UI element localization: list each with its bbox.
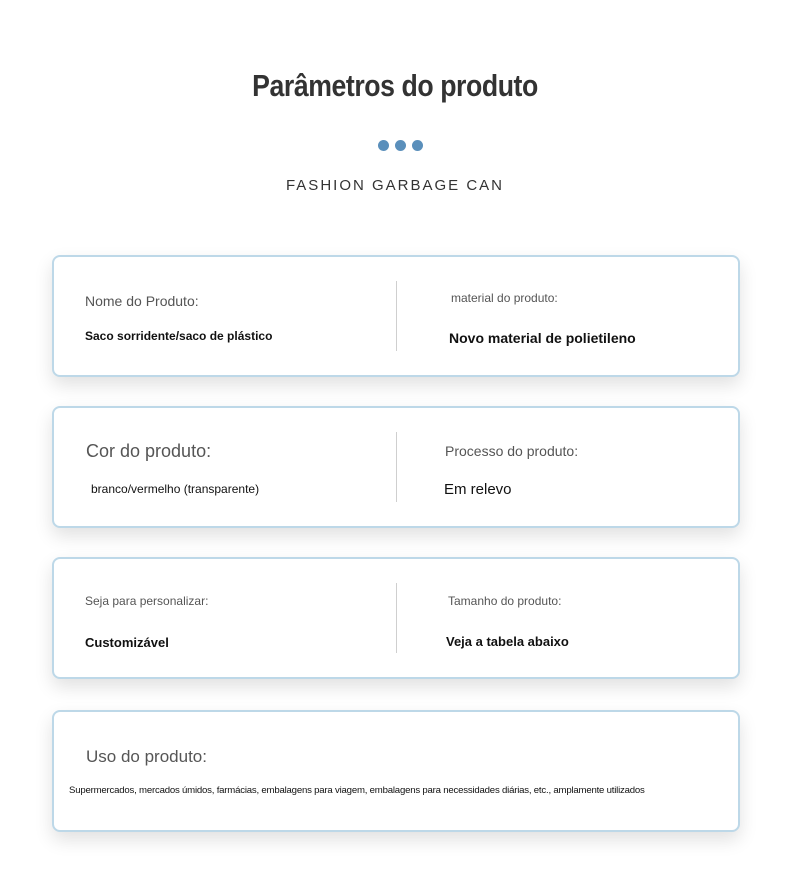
param-card-custom-size — [52, 557, 740, 679]
dot-icon — [378, 140, 389, 151]
process-label: Processo do produto: — [445, 443, 579, 459]
decorative-dots — [378, 140, 426, 152]
color-label: Cor do produto: — [86, 441, 212, 461]
param-card-name-material — [52, 255, 740, 377]
page-title: Parâmetros do produto — [252, 68, 538, 103]
usage-value: Supermercados, mercados úmidos, farmácias, embalagens para viagem, embalagens para necessidades diárias, etc., amplamente utilizados — [69, 785, 645, 796]
material-value: Novo material de polietileno — [449, 330, 636, 346]
product-name-value: Saco sorridente/saco de plástico — [85, 329, 273, 343]
card-divider — [396, 432, 397, 502]
process-value: Em relevo — [444, 481, 512, 498]
param-card-color-process — [52, 406, 740, 528]
material-label: material do produto: — [451, 291, 558, 305]
customize-label: Seja para personalizar: — [85, 594, 209, 608]
page-subtitle: FASHION GARBAGE CAN — [285, 177, 505, 194]
card-divider — [396, 281, 397, 351]
product-name-label: Nome do Produto: — [85, 293, 199, 309]
card-divider — [396, 583, 397, 653]
dot-icon — [412, 140, 423, 151]
color-value: branco/vermelho (transparente) — [91, 482, 260, 496]
dot-icon — [395, 140, 406, 151]
size-value: Veja a tabela abaixo — [446, 634, 569, 649]
usage-label: Uso do produto: — [86, 747, 207, 766]
param-card-usage — [52, 710, 740, 832]
size-label: Tamanho do produto: — [448, 594, 562, 608]
customize-value: Customizável — [85, 635, 169, 650]
